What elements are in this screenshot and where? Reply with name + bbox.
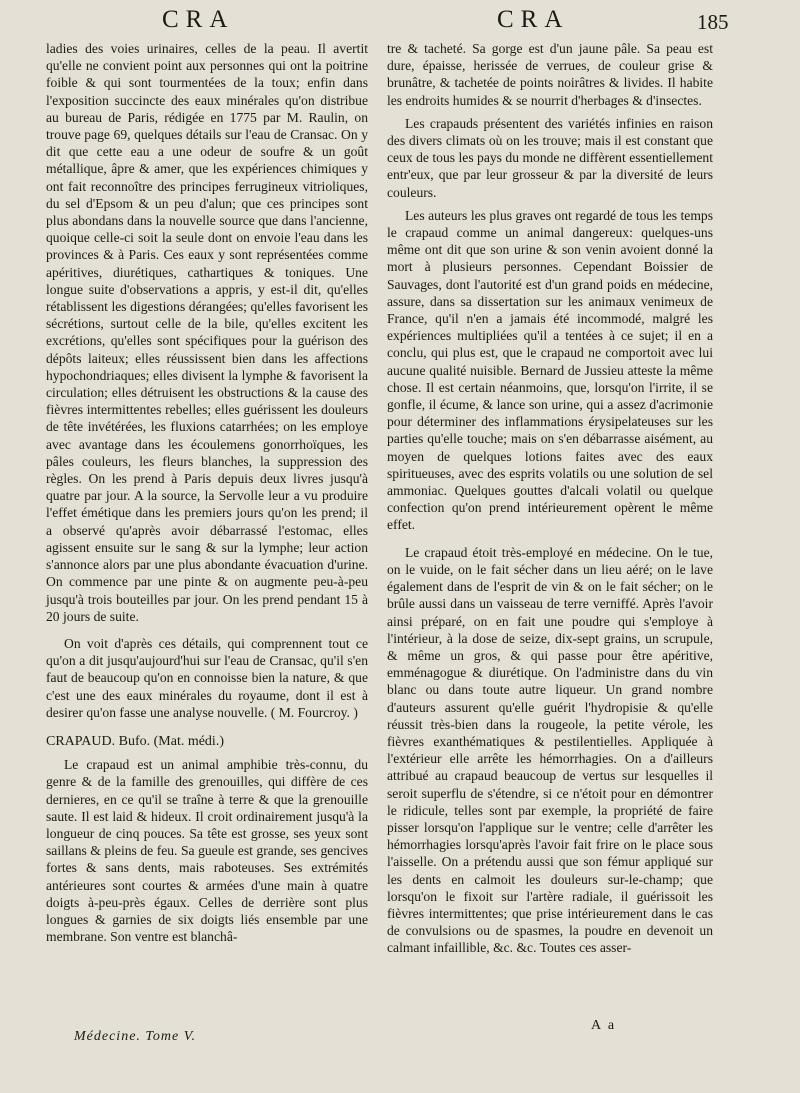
author-signature: ( M. Fourcroy. ) [270,704,358,720]
right-paragraph-1: tre & tacheté. Sa gorge est d'un jaune pâle. Sa peau est dure, épaisse, herissée de verrues, de couleur grise & brunâtre, & tachetée de points noirâtres & livides. Il habite les endroits humides & se nourrit d'herbages & d'insectes. [387,41,713,108]
right-paragraph-4: Le crapaud étoit très-employé en médecine. On le tue, on le vuide, on le fait sécher dans un lieu aéré; on le lave également dans de l'esprit de vin & on le fait sécher; on le brûle aussi dans un vaisseau de terre verniffé. Après l'avoir ainsi préparé, on en fait une poudre qui s'employe à l'intérieur, à la dose de seize, dix-sept grains, un scrupule, & même un gros, & qui passe pour être apéritive, emménagogue & diurétique. On l'administre dans du vin blanc ou dans toute autre liqueur. Un grand nombre d'auteurs assurent qu'elle guérit l'hydropisie & qu'elle réussit très-bien dans la rougeole, la petite vérole, les fièvres exanthématiques & pestilentielles. Appliquée à l'extérieur elle arrête les hémorrhagies. On a d'ailleurs attribué au crapaud beaucoup de vertus sur lesquelles il seroit superflu de s'étendre, si ce n'étoit pour en démontrer le ridicule, telles sont par exemple, la propriété de faire pisser lorsqu'on l'applique sur le ventre; celle d'arrêter les hémorrhagies lorsqu'après l'avoir fait frire on le place sous l'aisselle. On a prétendu aussi que son fémur appliqué sur les dents en calmoit les douleurs sur-le-champ; que lorsqu'on le fixoit sur l'artère radiale, il guérissoit les fièvres intermittentes; que prise intérieurement dans le cas de convulsions ou de spasmes, la poudre en devenoit un calmant infaillible, &c. &c. Toutes ces asser- [387,544,713,956]
right-column [387,40,713,957]
column-divider [378,40,379,1050]
left-paragraph-2-text: On voit d'après ces détails, qui comprennent tout ce qu'on a dit jusqu'aujourd'hui sur l'eau de Cransac, qu'il s'en faut de beaucoup qu'on en connoisse bien la nature, & que c'est une des eaux minérales du royaume, dont il est à desirer qu'on fasse une analyse nouvelle. [46,635,368,720]
right-paragraph-3: Les auteurs les plus graves ont regardé de tous les temps le crapaud comme un animal dangereux: quelques-uns même ont dit que son urine & son venin avoient donné la mort à plusieurs personnes. Cependant Boissier de Sauvages, dont l'autorité est d'un grand poids en médecine, assure, dans sa dissertation sur les animaux venimeux de France, qu'il n'en a jamais été incommodé, malgré les expériences multipliées qu'il a tentées à ce sujet; il en a conclu, qui plus est, que le crapaud ne comportoit avec lui aucune qualité nuisible. Bernard de Jussieu atteste la même chose. Il est certain néanmoins, que, lorsqu'on l'irrite, il se gonfle, il écume, & lance son urine, qui a assez d'acrimonie pour déterminer des inflammations érysipelateuses sur les parties qu'elle touche; mais on s'en débarrasse aisément, au moyen de quelques lotions faites avec des eaux spiritueuses, avec des esprits volatils ou une solution de sel ammoniac. Quelques gouttes d'alcali volatil ou quelque confection qu'on prend intérieurement opèrent le même effet. [387,207,713,533]
left-column [46,40,368,945]
page-number: 185 [697,10,729,34]
entry-heading: CRAPAUD. Bufo. (Mat. médi.) [46,733,224,749]
left-paragraph-2 [46,635,368,721]
footer-volume: Médecine. Tome V. [74,1029,196,1044]
running-head-right: CRA [497,6,570,33]
footer-signature-mark: A a [591,1018,617,1033]
running-head-left: CRA [162,6,235,33]
right-paragraph-2: Les crapauds présentent des variétés infinies en raison des divers climats où on les trouve; mais il est constant que ceux de tous les pays du monde ne diffèrent essentiellement entr'eux, que par leur grosseur & par la diversité de leurs couleurs. [387,115,713,200]
left-paragraph-3: Le crapaud est un animal amphibie très-connu, du genre & de la famille des grenouilles, qui diffère de ces dernieres, en ce qu'il se traîne à terre & que la grenouille saute. Il est laid & hideux. Il croit ordinairement jusqu'à la longueur de cinq pouces. Sa tête est grosse, ses yeux sont saillans & pleins de feu. Sa gueule est grande, ses gencives fortes & sans dents, mais raboteuses. Ses extrémités antérieures sont courtes & armées d'une main à quatre doigts à-peu-près égaux. Celles de derrière sont plus longues & garnies de six doigts liés ensemble par une membrane. Son ventre est blanchâ- [46,757,368,945]
left-paragraph-1: ladies des voies urinaires, celles de la peau. Il avertit qu'elle ne convient point aux personnes qui ont la poitrine foible & qui sont tourmentées de la toux; enfin dans l'exposition succincte des eaux minérales qu'on distribue au bureau de Paris, rédigée en 1775 par M. Raulin, on trouve page 69, quelques détails sur l'eau de Cransac. On y dit que cette eau a une odeur de soufre & un goût métallique, âpre & amer, que les expériences chimiques y ont fait reconnoître des principes ferrugineux vitrioliques, du sel d'Epsom & un peu d'alun; que ces principes sont plus abondans dans la nouvelle source que dans l'ancienne, quoique celle-ci soit la seule dont on envoie l'eau dans les provinces & à Paris. Ces eaux y sont représentées comme apéritives, diurétiques, cathartiques & toniques. Une longue suite d'observations a appris, y est-il dit, qu'elles rétablissent les digestions dérangées; qu'elles favorisent les sécrétions, surtout celle de la bile, qu'elles excitent les excrétions, qu'elles sont spécifiques pour la guérison des dépôts laiteux; elles réussissent bien dans les affections hypochondriaques; elles divisent la lymphe & favorisent la circulation; elles détruisent les obstructions & la cause des fièvres intermittentes rebelles; elles guérissent les douleurs de tête invétérées, les fluxions catarrhées; on les employe avec avantage dans les écoulemens gonorrhoïques, les pâles couleurs, les fleurs blanches, la suppression des règles. On les prend à Paris depuis deux livres jusqu'à quatre par jour. A la source, la Servolle leur a vu produire l'effet émétique dans les premiers jours qu'on les prend; il a observé qu'après avoir débarrassé l'estomac, elles agissent ensuite sur le sang & sur la lymphe; leur action s'annonce alors par une plus abondante évacuation d'urine. On commence par une pinte & on augmente peu-à-peu jusqu'à trois bouteilles par jour. On les prend pendant 15 à 20 jours de suite. [46,41,368,624]
